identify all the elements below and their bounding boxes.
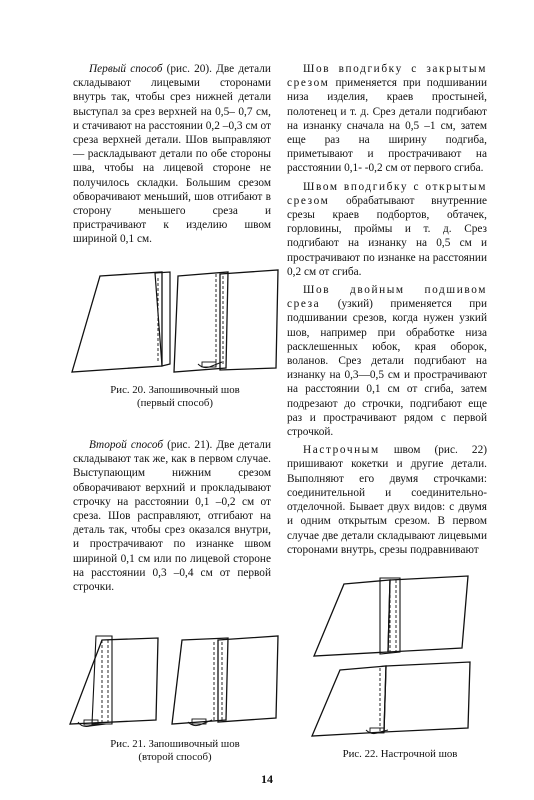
paragraph-double-hem: [287, 283, 487, 439]
left-column-top: [73, 62, 271, 251]
figure-21-caption-line-1: Рис. 21. Запошивочный шов: [110, 738, 240, 750]
text-open-hem: обрабатывают внутренние срезы краев подбортов, обтачек, горловины, проймы и т. д. Срез подгибают на изнанку на 0,5 см и прострачивают по изнанке на расстоянии 0,2 см от сгиба.: [287, 194, 487, 278]
figure-20-caption-line-1: Рис. 20. Запошивочный шов: [110, 384, 240, 396]
page-number: 14: [261, 772, 273, 786]
figure-21-caption-line-2: (второй способ): [138, 751, 212, 763]
figure-22: [310, 570, 480, 740]
paragraph-open-hem: [287, 180, 487, 279]
text-second-method: (рис. 21). Две детали складывают так же, как в первом случае. Выступающим нижним срезом обворачивают верхний и прокладывают строчку на расстоянии 0,1 –0,2 см от среза. Шов расправляют, отгибают на деталь так, чтобы срез оказался внутри, и прострачивают по изнанке швом шириной 0,1 см или по лицевой стороне на расстоянии 0,3 –0,4 см от первой строчки.: [73, 439, 271, 594]
text-first-method: (рис. 20). Две детали складывают лицевыми сторонами внутрь так, чтобы срез нижней детали выступал за срез верхней на 0,5– 0,7 см, и стачивают на расстоянии 0,2 –0,3 см от среза верхней детали. Шов выправляют — раскладывают детали по обе стороны шва, чтобы на лицевой стороне не получилось складки. Большим срезом обворачивают меньший, шов отгибают в сторону меньшего среза и пристрачивают к изделию швом шириной 0,1 см.: [73, 63, 271, 246]
paragraph-topstitch: [287, 443, 487, 557]
lead-closed-hem: Шов вподгибку с закрытым срезом: [287, 63, 487, 90]
text-double-hem: (узкий) применяется при подшивании срезов, когда нужен узкий шов, например при обработке низа расклешенных юбок, края оборок, воланов. Срез детали подгибают на изнанку на 0,3—0,5 см и прострачивают на расстоянии 0,1 см от сгиба, затем подрезают до строчки, подгибают еще раз и прострачивают рядом с первой строчкой.: [287, 298, 487, 439]
lead-open-hem: Швом вподгибку с открытым срезом: [287, 180, 487, 207]
lead-second-method: Второй способ: [89, 439, 164, 451]
figure-22-caption-line: Рис. 22. Настрочной шов: [342, 748, 458, 760]
figure-20: [70, 268, 280, 378]
paragraph-first-method: [73, 62, 271, 247]
figure-20-caption-line-2: (первый способ): [137, 397, 213, 409]
paragraph-closed-hem: [287, 62, 487, 176]
figure-21: [68, 632, 280, 732]
left-column-bottom: [73, 438, 271, 598]
lead-first-method: Первый способ: [89, 63, 163, 75]
text-topstitch: швом (рис. 22) пришивают кокетки и другие детали. Выполняют его двумя строчками: соединительной и соединительно-отделочной. Бывает двух видов: с двумя и одним открытым срезом. В первом случае две детали складывают лицевыми сторонами внутрь, срезы подравнивают: [287, 444, 487, 556]
lead-double-hem: Шов двойным подшивом среза: [287, 284, 487, 311]
lead-topstitch: Настрочным: [303, 444, 380, 457]
figure-20-caption: [70, 384, 280, 410]
figure-22-caption: [300, 748, 500, 761]
paragraph-second-method: [73, 438, 271, 594]
text-closed-hem: применяется при подшивании низа изделия, краев простыней, полотенец и т. д. Срез детали подгибают на изнанку сначала на 0,5 –1 см, затем еще раз на ширину подгиба, приметывают и прострачивают на расстоянии 0,1- -0,2 см от первого сгиба.: [287, 77, 487, 175]
right-column: [287, 62, 487, 561]
figure-21-caption: [70, 738, 280, 764]
